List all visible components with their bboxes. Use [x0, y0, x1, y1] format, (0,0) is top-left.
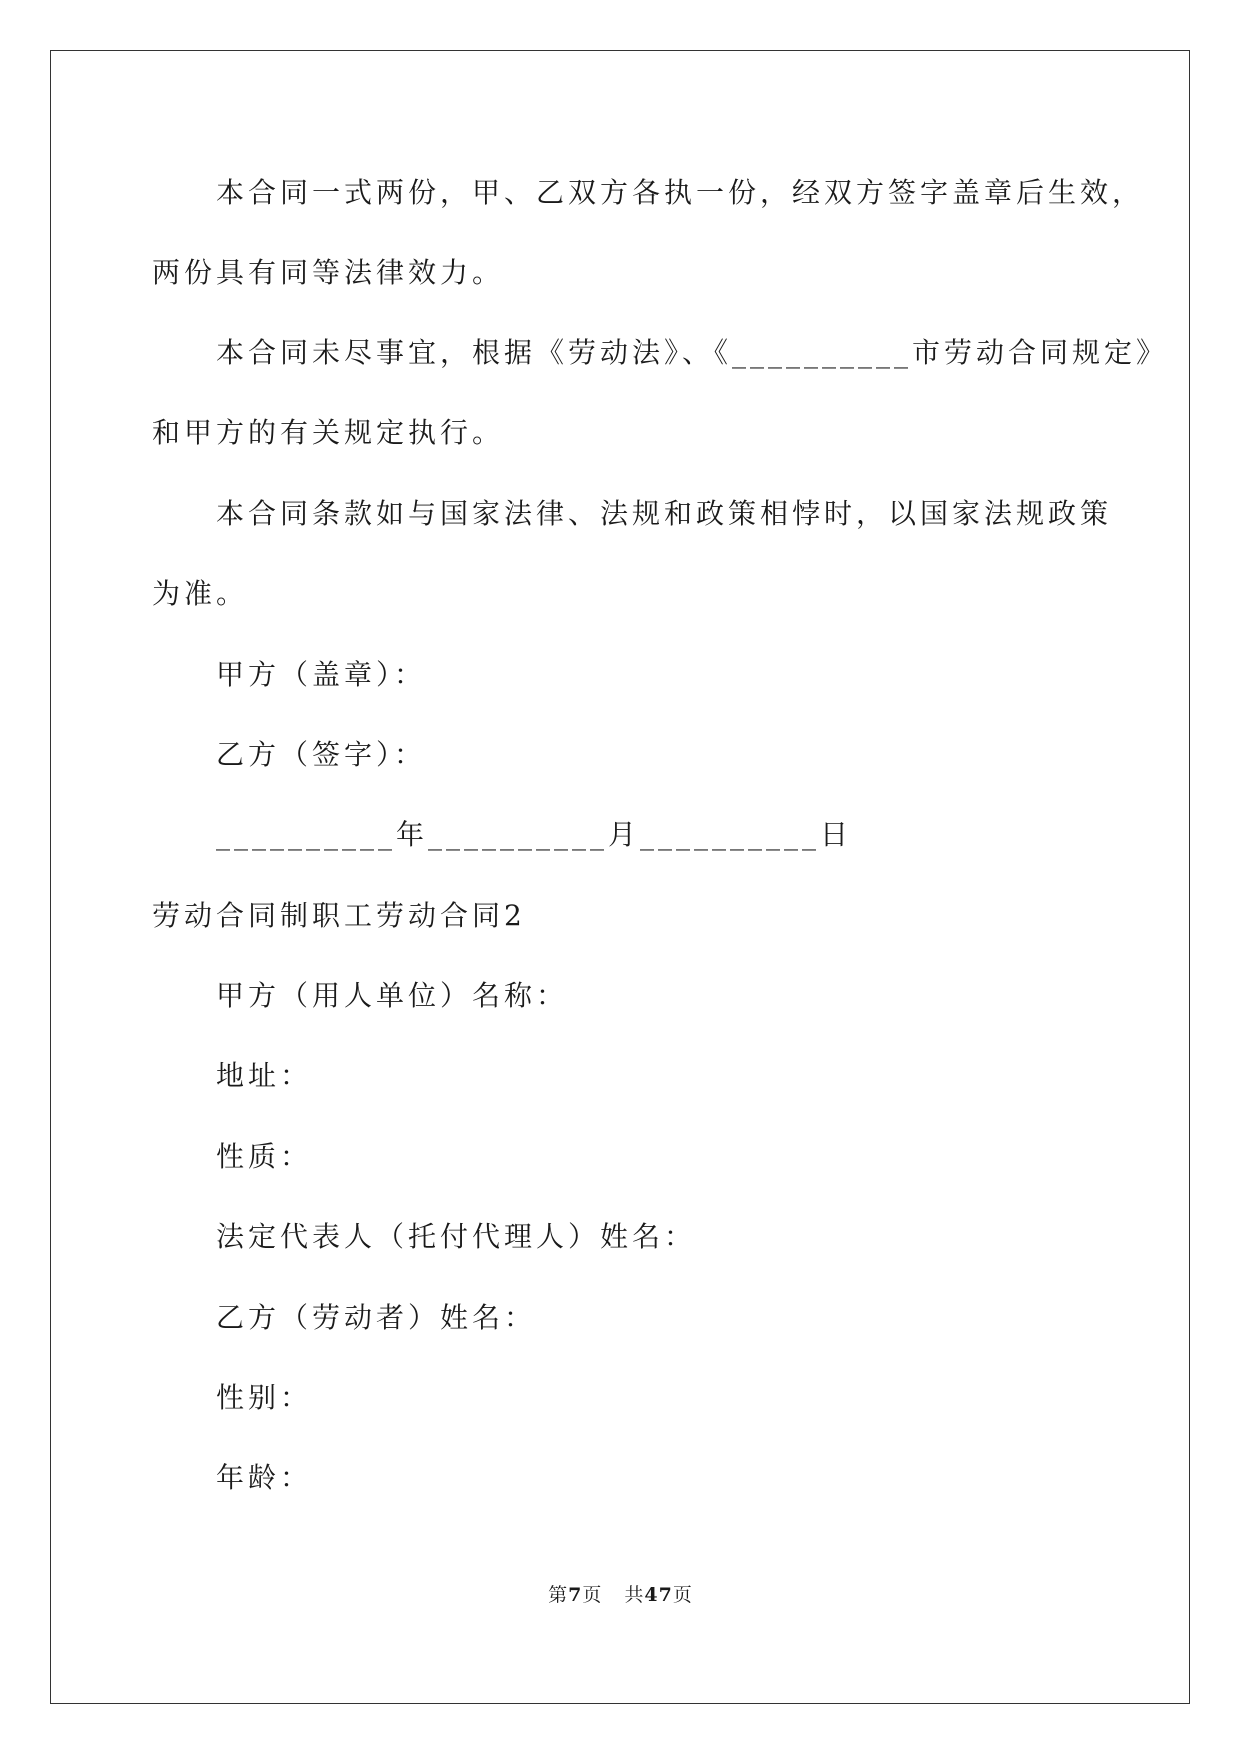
page-border [50, 50, 1190, 1704]
date-line: __________年__________月__________日 [216, 818, 853, 851]
section-heading: 劳动合同制职工劳动合同2 [152, 899, 526, 932]
nature-field: 性质： [216, 1140, 313, 1173]
age-field: 年龄： [216, 1461, 313, 1494]
footer-page-unit: 页 [582, 1584, 603, 1606]
footer-total-unit: 页 [672, 1584, 693, 1606]
party-b-signature-label: 乙方（签字）： [216, 738, 427, 771]
employee-name-field: 乙方（劳动者）姓名： [216, 1301, 537, 1334]
contract-copies-line1: 本合同一式两份，甲、乙双方各执一份，经双方签字盖章后生效， [216, 176, 1145, 209]
total-page-count: 47 [644, 1584, 673, 1606]
footer-prefix: 第 [548, 1584, 569, 1606]
unsettled-matters-line1: 本合同未尽事宜，根据《劳动法》、《__________市劳动合同规定》 [216, 336, 1169, 369]
contract-copies-line2: 两份具有同等法律效力。 [152, 256, 505, 289]
address-field: 地址： [216, 1059, 313, 1092]
page-number-footer [0, 1580, 1241, 1607]
legal-rep-field: 法定代表人（托付代理人）姓名： [216, 1220, 697, 1253]
employer-name-field: 甲方（用人单位）名称： [216, 979, 569, 1012]
gender-field: 性别： [216, 1381, 313, 1414]
conflict-clause-line1: 本合同条款如与国家法律、法规和政策相悖时，以国家法规政策 [216, 497, 1113, 530]
unsettled-matters-line2: 和甲方的有关规定执行。 [152, 416, 505, 449]
conflict-clause-line2: 为准。 [152, 577, 249, 610]
footer-total-prefix: 共 [624, 1584, 645, 1606]
party-a-seal-label: 甲方（盖章）： [216, 658, 427, 691]
current-page-number: 7 [568, 1584, 583, 1606]
